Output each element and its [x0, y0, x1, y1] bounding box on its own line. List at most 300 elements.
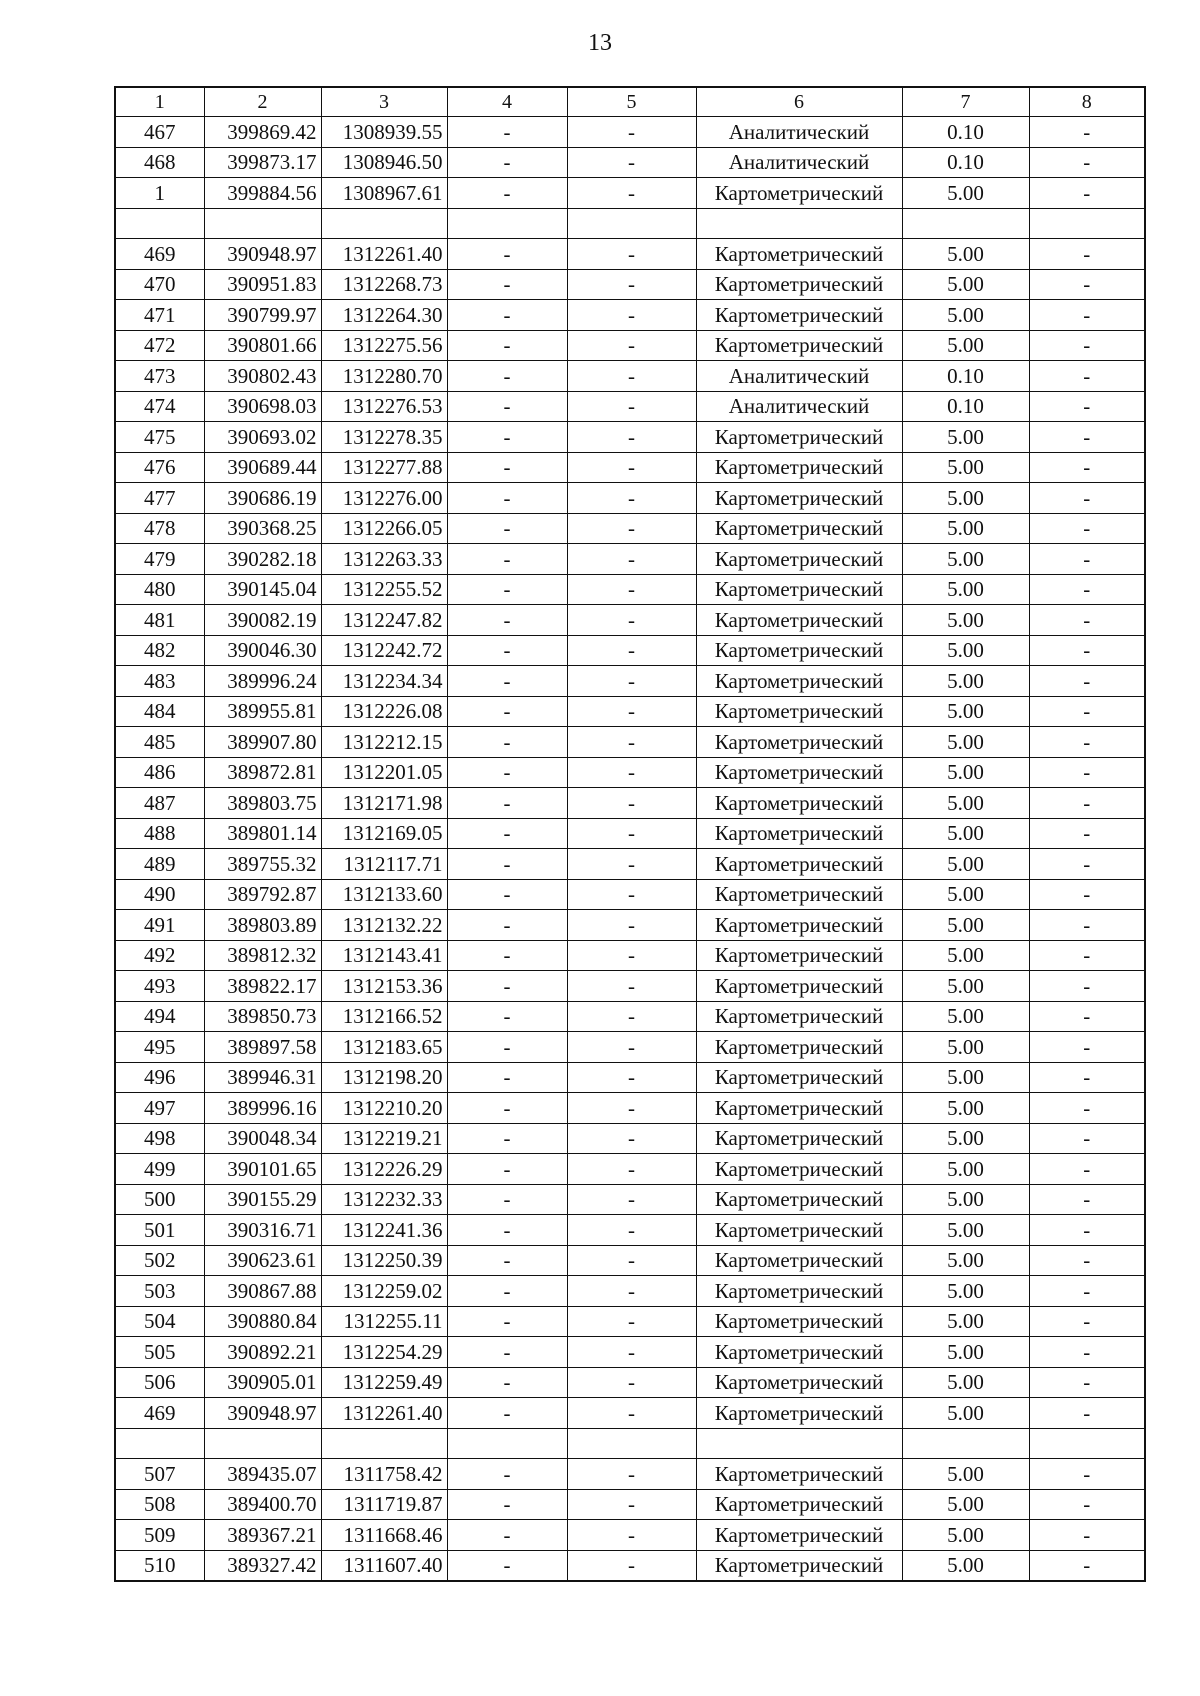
- col-4-cell: -: [447, 1154, 567, 1185]
- y-coordinate-cell: 1312264.30: [321, 300, 447, 331]
- col-8-cell: [1029, 1428, 1145, 1459]
- accuracy-cell: 5.00: [902, 1154, 1029, 1185]
- x-coordinate-cell: 399884.56: [204, 178, 321, 209]
- point-number-cell: 494: [115, 1001, 204, 1032]
- y-coordinate-cell: 1312226.08: [321, 696, 447, 727]
- col-5-cell: -: [567, 1093, 696, 1124]
- col-8-cell: -: [1029, 849, 1145, 880]
- point-number-cell: 472: [115, 330, 204, 361]
- point-number-cell: 491: [115, 910, 204, 941]
- table-row: [115, 1337, 1145, 1368]
- x-coordinate-cell: 390948.97: [204, 1398, 321, 1429]
- accuracy-cell: 5.00: [902, 1215, 1029, 1246]
- x-coordinate-cell: 399873.17: [204, 147, 321, 178]
- x-coordinate-cell: 390082.19: [204, 605, 321, 636]
- accuracy-cell: 5.00: [902, 635, 1029, 666]
- col-5-cell: -: [567, 635, 696, 666]
- method-cell: Картометрический: [696, 1337, 902, 1368]
- col-5-cell: -: [567, 1062, 696, 1093]
- accuracy-cell: 0.10: [902, 117, 1029, 148]
- col-8-cell: -: [1029, 1398, 1145, 1429]
- page-number: 13: [588, 30, 612, 56]
- table-row: [115, 1489, 1145, 1520]
- col-5-cell: -: [567, 879, 696, 910]
- col-4-cell: -: [447, 1123, 567, 1154]
- x-coordinate-cell: 390101.65: [204, 1154, 321, 1185]
- col-5-cell: -: [567, 605, 696, 636]
- x-coordinate-cell: 389897.58: [204, 1032, 321, 1063]
- point-number-cell: 503: [115, 1276, 204, 1307]
- point-number-cell: 483: [115, 666, 204, 697]
- col-4-cell: -: [447, 269, 567, 300]
- method-cell: Картометрический: [696, 1306, 902, 1337]
- col-8-cell: [1029, 208, 1145, 239]
- col-4-cell: [447, 1428, 567, 1459]
- accuracy-cell: 5.00: [902, 818, 1029, 849]
- col-5-cell: -: [567, 940, 696, 971]
- col-4-cell: -: [447, 239, 567, 270]
- y-coordinate-cell: 1312275.56: [321, 330, 447, 361]
- col-5-cell: -: [567, 361, 696, 392]
- table-row: [115, 727, 1145, 758]
- table-row: [115, 1306, 1145, 1337]
- table-row: [115, 971, 1145, 1002]
- y-coordinate-cell: 1312259.02: [321, 1276, 447, 1307]
- y-coordinate-cell: 1312259.49: [321, 1367, 447, 1398]
- accuracy-cell: 5.00: [902, 574, 1029, 605]
- method-cell: Картометрический: [696, 1550, 902, 1581]
- point-number-cell: [115, 208, 204, 239]
- col-8-cell: -: [1029, 605, 1145, 636]
- col-4-cell: -: [447, 757, 567, 788]
- accuracy-cell: 5.00: [902, 788, 1029, 819]
- accuracy-cell: 5.00: [902, 452, 1029, 483]
- col-8-cell: -: [1029, 1367, 1145, 1398]
- col-8-cell: -: [1029, 818, 1145, 849]
- col-8-cell: -: [1029, 696, 1145, 727]
- point-number-cell: 487: [115, 788, 204, 819]
- accuracy-cell: 5.00: [902, 1062, 1029, 1093]
- accuracy-cell: 5.00: [902, 544, 1029, 575]
- accuracy-cell: 0.10: [902, 361, 1029, 392]
- accuracy-cell: 5.00: [902, 1093, 1029, 1124]
- method-cell: Картометрический: [696, 1367, 902, 1398]
- table-row: [115, 544, 1145, 575]
- col-5-cell: -: [567, 1215, 696, 1246]
- col-5-cell: -: [567, 269, 696, 300]
- method-cell: Картометрический: [696, 1276, 902, 1307]
- col-4-cell: -: [447, 178, 567, 209]
- accuracy-cell: 5.00: [902, 971, 1029, 1002]
- col-4-cell: -: [447, 727, 567, 758]
- col-4-cell: -: [447, 300, 567, 331]
- col-4-cell: -: [447, 513, 567, 544]
- col-5-cell: -: [567, 1520, 696, 1551]
- method-cell: Картометрический: [696, 971, 902, 1002]
- method-cell: [696, 208, 902, 239]
- y-coordinate-cell: 1312278.35: [321, 422, 447, 453]
- col-5-cell: -: [567, 239, 696, 270]
- accuracy-cell: 5.00: [902, 513, 1029, 544]
- y-coordinate-cell: 1312250.39: [321, 1245, 447, 1276]
- table-row: [115, 666, 1145, 697]
- method-cell: Картометрический: [696, 330, 902, 361]
- method-cell: Картометрический: [696, 940, 902, 971]
- y-coordinate-cell: 1312201.05: [321, 757, 447, 788]
- x-coordinate-cell: 390693.02: [204, 422, 321, 453]
- y-coordinate-cell: 1308967.61: [321, 178, 447, 209]
- col-4-cell: -: [447, 971, 567, 1002]
- col-4-cell: -: [447, 1489, 567, 1520]
- table-row: [115, 940, 1145, 971]
- col-5-cell: -: [567, 1337, 696, 1368]
- x-coordinate-cell: [204, 208, 321, 239]
- y-coordinate-cell: 1312263.33: [321, 544, 447, 575]
- table-row: [115, 1093, 1145, 1124]
- col-4-cell: -: [447, 818, 567, 849]
- point-number-cell: 482: [115, 635, 204, 666]
- table-row: [115, 849, 1145, 880]
- col-5-cell: -: [567, 574, 696, 605]
- col-4-cell: -: [447, 422, 567, 453]
- method-cell: Картометрический: [696, 1459, 902, 1490]
- x-coordinate-cell: 390368.25: [204, 513, 321, 544]
- x-coordinate-cell: 389812.32: [204, 940, 321, 971]
- y-coordinate-cell: 1311607.40: [321, 1550, 447, 1581]
- col-8-cell: -: [1029, 147, 1145, 178]
- col-8-cell: -: [1029, 727, 1145, 758]
- table-row: [115, 879, 1145, 910]
- accuracy-cell: 5.00: [902, 879, 1029, 910]
- x-coordinate-cell: 389435.07: [204, 1459, 321, 1490]
- x-coordinate-cell: 389803.75: [204, 788, 321, 819]
- y-coordinate-cell: 1312153.36: [321, 971, 447, 1002]
- y-coordinate-cell: 1312234.34: [321, 666, 447, 697]
- col-4-cell: -: [447, 1550, 567, 1581]
- col-4-cell: -: [447, 910, 567, 941]
- x-coordinate-cell: 390623.61: [204, 1245, 321, 1276]
- point-number-cell: 495: [115, 1032, 204, 1063]
- table-row: [115, 178, 1145, 209]
- method-cell: Аналитический: [696, 361, 902, 392]
- method-cell: Картометрический: [696, 696, 902, 727]
- column-header-4: 4: [447, 87, 567, 117]
- point-number-cell: 468: [115, 147, 204, 178]
- y-coordinate-cell: 1312254.29: [321, 1337, 447, 1368]
- point-number-cell: 479: [115, 544, 204, 575]
- col-4-cell: -: [447, 483, 567, 514]
- col-4-cell: -: [447, 788, 567, 819]
- y-coordinate-cell: 1312280.70: [321, 361, 447, 392]
- table-row: [115, 818, 1145, 849]
- col-4-cell: -: [447, 391, 567, 422]
- table-row: [115, 635, 1145, 666]
- col-4-cell: -: [447, 1276, 567, 1307]
- table-row: [115, 1520, 1145, 1551]
- accuracy-cell: 5.00: [902, 422, 1029, 453]
- col-4-cell: -: [447, 1032, 567, 1063]
- method-cell: Картометрический: [696, 1184, 902, 1215]
- point-number-cell: 510: [115, 1550, 204, 1581]
- col-8-cell: -: [1029, 330, 1145, 361]
- method-cell: Картометрический: [696, 1215, 902, 1246]
- col-4-cell: -: [447, 940, 567, 971]
- col-4-cell: -: [447, 879, 567, 910]
- column-header-1: 1: [115, 87, 204, 117]
- x-coordinate-cell: 390951.83: [204, 269, 321, 300]
- method-cell: Картометрический: [696, 635, 902, 666]
- method-cell: Картометрический: [696, 1520, 902, 1551]
- table-row: [115, 452, 1145, 483]
- accuracy-cell: 5.00: [902, 1367, 1029, 1398]
- accuracy-cell: 5.00: [902, 178, 1029, 209]
- y-coordinate-cell: 1312255.52: [321, 574, 447, 605]
- x-coordinate-cell: 390155.29: [204, 1184, 321, 1215]
- col-8-cell: -: [1029, 971, 1145, 1002]
- col-5-cell: -: [567, 117, 696, 148]
- col-8-cell: -: [1029, 239, 1145, 270]
- accuracy-cell: 5.00: [902, 483, 1029, 514]
- col-5-cell: -: [567, 147, 696, 178]
- method-cell: Картометрический: [696, 1398, 902, 1429]
- col-5-cell: -: [567, 727, 696, 758]
- col-8-cell: -: [1029, 513, 1145, 544]
- point-number-cell: 478: [115, 513, 204, 544]
- point-number-cell: 481: [115, 605, 204, 636]
- col-4-cell: -: [447, 1367, 567, 1398]
- accuracy-cell: 5.00: [902, 910, 1029, 941]
- col-8-cell: -: [1029, 361, 1145, 392]
- col-8-cell: -: [1029, 1489, 1145, 1520]
- col-5-cell: -: [567, 1184, 696, 1215]
- col-8-cell: -: [1029, 1062, 1145, 1093]
- col-4-cell: -: [447, 574, 567, 605]
- x-coordinate-cell: 390801.66: [204, 330, 321, 361]
- y-coordinate-cell: 1312212.15: [321, 727, 447, 758]
- x-coordinate-cell: 389327.42: [204, 1550, 321, 1581]
- point-number-cell: 477: [115, 483, 204, 514]
- method-cell: Картометрический: [696, 178, 902, 209]
- table-row: [115, 147, 1145, 178]
- x-coordinate-cell: 389400.70: [204, 1489, 321, 1520]
- col-5-cell: -: [567, 1245, 696, 1276]
- method-cell: Картометрический: [696, 239, 902, 270]
- point-number-cell: 469: [115, 239, 204, 270]
- col-4-cell: -: [447, 666, 567, 697]
- point-number-cell: 496: [115, 1062, 204, 1093]
- method-cell: Картометрический: [696, 1001, 902, 1032]
- x-coordinate-cell: 390802.43: [204, 361, 321, 392]
- table-row: [115, 1276, 1145, 1307]
- col-8-cell: -: [1029, 1184, 1145, 1215]
- table-row: [115, 1154, 1145, 1185]
- col-5-cell: -: [567, 1032, 696, 1063]
- col-4-cell: -: [447, 1306, 567, 1337]
- accuracy-cell: 5.00: [902, 696, 1029, 727]
- method-cell: Картометрический: [696, 544, 902, 575]
- col-5-cell: -: [567, 483, 696, 514]
- col-8-cell: -: [1029, 452, 1145, 483]
- point-number-cell: 493: [115, 971, 204, 1002]
- method-cell: Картометрический: [696, 1154, 902, 1185]
- accuracy-cell: 5.00: [902, 757, 1029, 788]
- accuracy-cell: 5.00: [902, 269, 1029, 300]
- y-coordinate-cell: 1312143.41: [321, 940, 447, 971]
- point-number-cell: 509: [115, 1520, 204, 1551]
- col-4-cell: -: [447, 635, 567, 666]
- x-coordinate-cell: 389755.32: [204, 849, 321, 880]
- col-8-cell: -: [1029, 910, 1145, 941]
- method-cell: Картометрический: [696, 666, 902, 697]
- column-header-6: 6: [696, 87, 902, 117]
- table-body: [115, 87, 1145, 1581]
- table-row: [115, 300, 1145, 331]
- x-coordinate-cell: 390948.97: [204, 239, 321, 270]
- point-number-cell: 490: [115, 879, 204, 910]
- y-coordinate-cell: 1312132.22: [321, 910, 447, 941]
- method-cell: Картометрический: [696, 727, 902, 758]
- point-number-cell: 476: [115, 452, 204, 483]
- point-number-cell: 501: [115, 1215, 204, 1246]
- col-4-cell: -: [447, 330, 567, 361]
- col-4-cell: -: [447, 147, 567, 178]
- col-5-cell: -: [567, 1123, 696, 1154]
- table-row: [115, 788, 1145, 819]
- point-number-cell: 506: [115, 1367, 204, 1398]
- col-8-cell: -: [1029, 879, 1145, 910]
- x-coordinate-cell: 390046.30: [204, 635, 321, 666]
- accuracy-cell: 5.00: [902, 1520, 1029, 1551]
- method-cell: Картометрический: [696, 513, 902, 544]
- accuracy-cell: 5.00: [902, 1459, 1029, 1490]
- accuracy-cell: 5.00: [902, 727, 1029, 758]
- accuracy-cell: [902, 1428, 1029, 1459]
- method-cell: Картометрический: [696, 605, 902, 636]
- accuracy-cell: 5.00: [902, 330, 1029, 361]
- point-number-cell: 480: [115, 574, 204, 605]
- col-8-cell: -: [1029, 1093, 1145, 1124]
- table-row: [115, 1215, 1145, 1246]
- y-coordinate-cell: 1312226.29: [321, 1154, 447, 1185]
- col-5-cell: -: [567, 910, 696, 941]
- y-coordinate-cell: 1308946.50: [321, 147, 447, 178]
- col-8-cell: -: [1029, 666, 1145, 697]
- y-coordinate-cell: [321, 1428, 447, 1459]
- x-coordinate-cell: 390867.88: [204, 1276, 321, 1307]
- point-number-cell: 469: [115, 1398, 204, 1429]
- table-row: [115, 117, 1145, 148]
- x-coordinate-cell: 389996.16: [204, 1093, 321, 1124]
- col-4-cell: -: [447, 1001, 567, 1032]
- column-header-7: 7: [902, 87, 1029, 117]
- col-5-cell: -: [567, 757, 696, 788]
- col-8-cell: -: [1029, 391, 1145, 422]
- y-coordinate-cell: 1312210.20: [321, 1093, 447, 1124]
- table-row: [115, 1032, 1145, 1063]
- y-coordinate-cell: 1312242.72: [321, 635, 447, 666]
- col-8-cell: -: [1029, 300, 1145, 331]
- point-number-cell: 1: [115, 178, 204, 209]
- col-4-cell: -: [447, 1520, 567, 1551]
- y-coordinate-cell: 1312261.40: [321, 1398, 447, 1429]
- accuracy-cell: 5.00: [902, 1276, 1029, 1307]
- col-5-cell: -: [567, 1001, 696, 1032]
- col-8-cell: -: [1029, 117, 1145, 148]
- col-8-cell: -: [1029, 757, 1145, 788]
- col-8-cell: -: [1029, 1245, 1145, 1276]
- y-coordinate-cell: 1312133.60: [321, 879, 447, 910]
- x-coordinate-cell: 389801.14: [204, 818, 321, 849]
- method-cell: Аналитический: [696, 147, 902, 178]
- accuracy-cell: 5.00: [902, 1001, 1029, 1032]
- x-coordinate-cell: 399869.42: [204, 117, 321, 148]
- method-cell: Картометрический: [696, 574, 902, 605]
- x-coordinate-cell: 389803.89: [204, 910, 321, 941]
- col-5-cell: -: [567, 330, 696, 361]
- method-cell: Картометрический: [696, 818, 902, 849]
- x-coordinate-cell: 390048.34: [204, 1123, 321, 1154]
- x-coordinate-cell: 390686.19: [204, 483, 321, 514]
- column-header-8: 8: [1029, 87, 1145, 117]
- table-row: [115, 1062, 1145, 1093]
- col-8-cell: -: [1029, 1001, 1145, 1032]
- method-cell: Картометрический: [696, 1489, 902, 1520]
- col-8-cell: -: [1029, 178, 1145, 209]
- table-row: [115, 1001, 1145, 1032]
- col-4-cell: -: [447, 1184, 567, 1215]
- y-coordinate-cell: 1312169.05: [321, 818, 447, 849]
- table-row: [115, 696, 1145, 727]
- point-number-cell: 474: [115, 391, 204, 422]
- col-5-cell: -: [567, 1489, 696, 1520]
- col-4-cell: -: [447, 1398, 567, 1429]
- y-coordinate-cell: 1312166.52: [321, 1001, 447, 1032]
- col-8-cell: -: [1029, 574, 1145, 605]
- accuracy-cell: 5.00: [902, 1306, 1029, 1337]
- table-row: [115, 1398, 1145, 1429]
- x-coordinate-cell: 390880.84: [204, 1306, 321, 1337]
- col-5-cell: -: [567, 1276, 696, 1307]
- accuracy-cell: 5.00: [902, 239, 1029, 270]
- point-number-cell: 498: [115, 1123, 204, 1154]
- table-row: [115, 361, 1145, 392]
- col-5-cell: -: [567, 849, 696, 880]
- col-8-cell: -: [1029, 1306, 1145, 1337]
- col-5-cell: -: [567, 1550, 696, 1581]
- point-number-cell: 500: [115, 1184, 204, 1215]
- point-number-cell: 489: [115, 849, 204, 880]
- x-coordinate-cell: 389907.80: [204, 727, 321, 758]
- point-number-cell: 485: [115, 727, 204, 758]
- accuracy-cell: 5.00: [902, 940, 1029, 971]
- table-row: [115, 239, 1145, 270]
- accuracy-cell: 5.00: [902, 605, 1029, 636]
- x-coordinate-cell: 389367.21: [204, 1520, 321, 1551]
- point-number-cell: 507: [115, 1459, 204, 1490]
- method-cell: Картометрический: [696, 1245, 902, 1276]
- col-8-cell: -: [1029, 1032, 1145, 1063]
- point-number-cell: 484: [115, 696, 204, 727]
- y-coordinate-cell: 1308939.55: [321, 117, 447, 148]
- table-row: [115, 513, 1145, 544]
- x-coordinate-cell: 389850.73: [204, 1001, 321, 1032]
- table-row: [115, 1459, 1145, 1490]
- y-coordinate-cell: 1312247.82: [321, 605, 447, 636]
- col-5-cell: -: [567, 391, 696, 422]
- method-cell: Картометрический: [696, 879, 902, 910]
- x-coordinate-cell: 390689.44: [204, 452, 321, 483]
- table-separator-row: [115, 208, 1145, 239]
